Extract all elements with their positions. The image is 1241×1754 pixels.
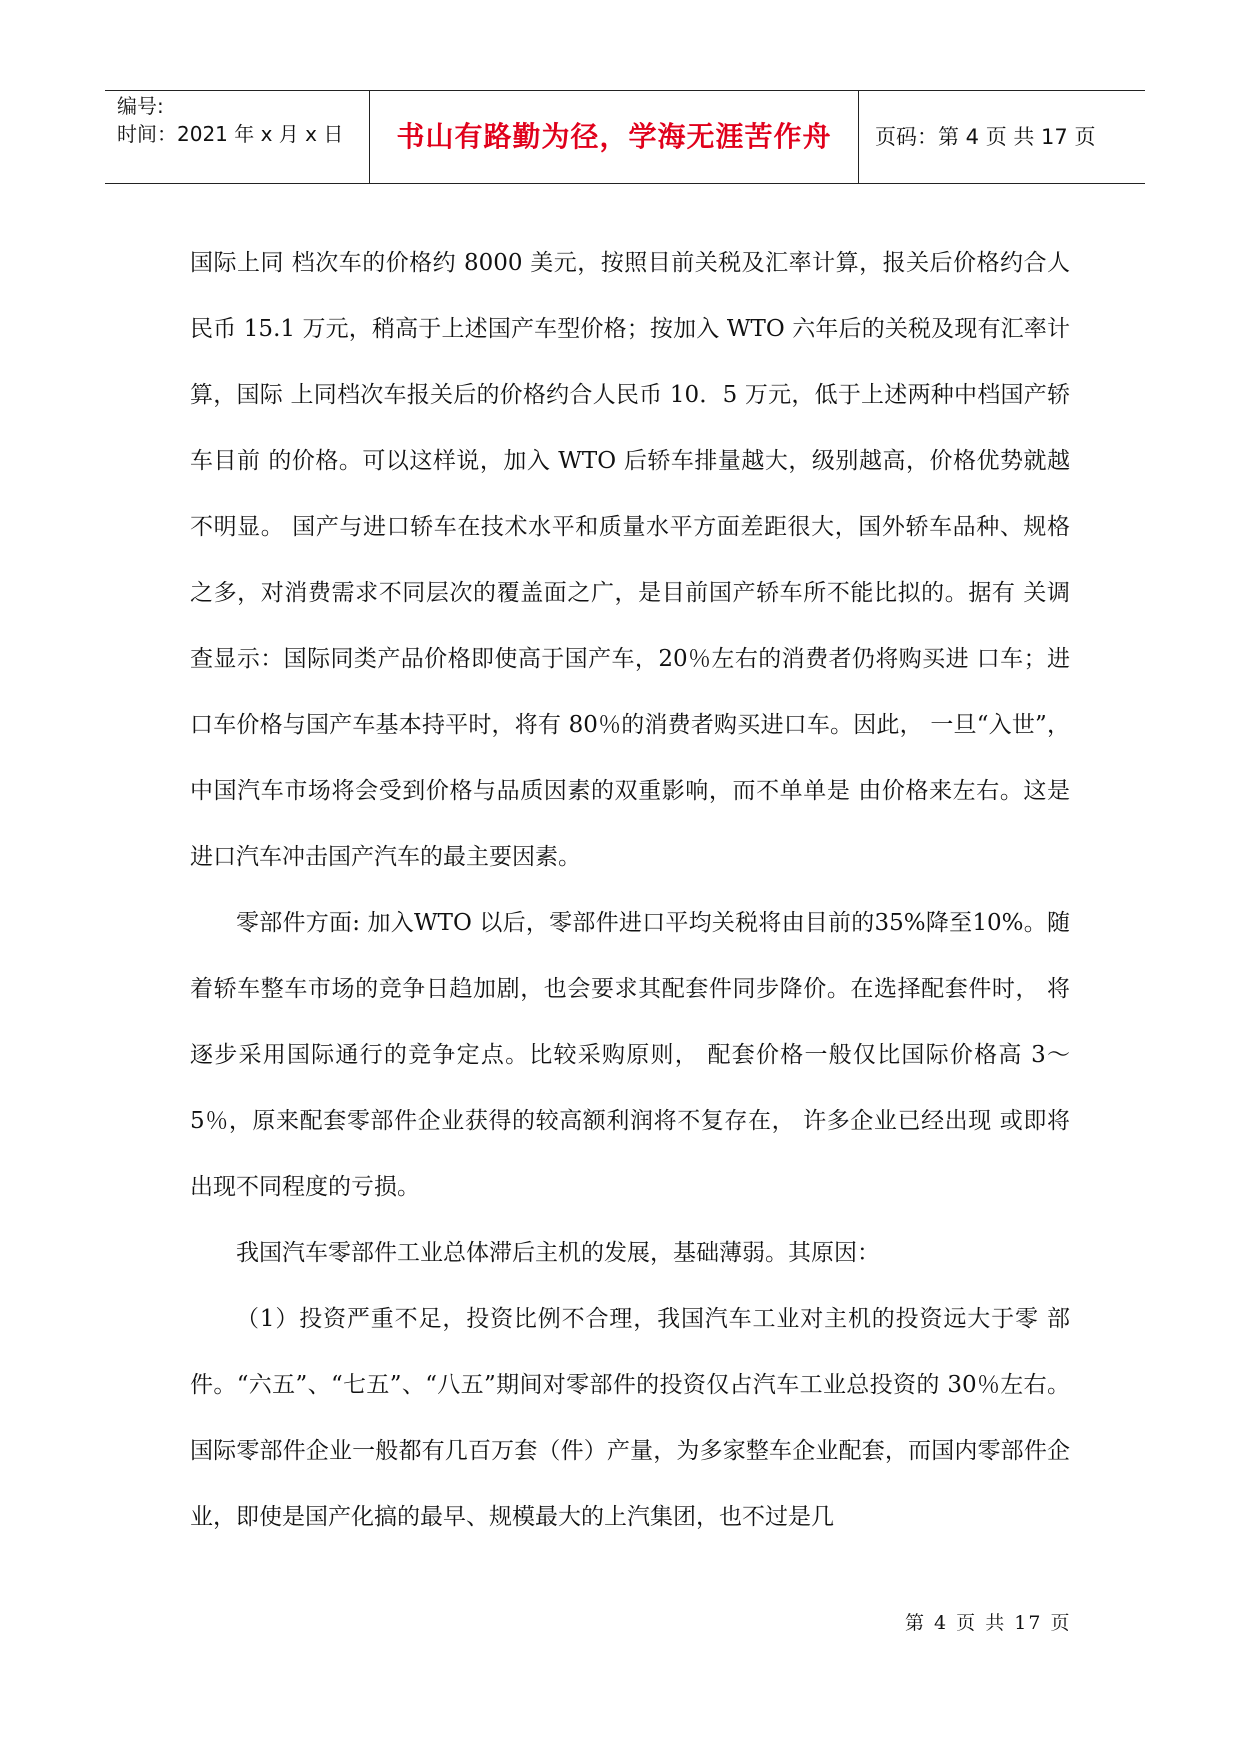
header-motto: 书山有路勤为径，学海无涯苦作舟 — [396, 120, 832, 153]
header-meta — [117, 91, 357, 183]
document-body — [190, 230, 1070, 1550]
header-divider — [858, 91, 859, 183]
page-footer: 第 4 页 共 17 页 — [905, 1612, 1072, 1634]
body-paragraph: 我国汽车零部件工业总体滞后主机的发展，基础薄弱。其原因： — [236, 1240, 880, 1266]
header-page-number: 页码：第 4 页 共 17 页 — [875, 125, 1096, 149]
body-paragraph: 国际上同 档次车的价格约 8000 美元，按照目前关税及汇率计算，报关后价格约合人民币 15.1 万元，稍高于上述国产车型价格；按加入 WTO 六年后的关税及现有汇率计算，国际 上同档次车报关后的价格约合人民币 10．5 万元，低于上述两种中档国产轿车目前 的价格。可以这样说，加入 WTO 后轿车排量越大，级别越高，价格优势就越不明显。 国产与进口轿车在技术水平和质量水平方面差距很大，国外轿车品种、规格 之多，对消费需求不同层次的覆盖面之广，是目前国产轿车所不能比拟的。据有 关调查显示：国际同类产品价格即使高于国产车，20％左右的消费者仍将购买进 口车；进口车价格与国产车基本持平时，将有 80％的消费者购买进口车。因此， 一旦“入世”，中国汽车市场将会受到价格与品质因素的双重影响，而不单单是 由价格来左右。这是进口汽车冲击国产汽车的最主要因素。 — [190, 250, 1070, 870]
body-paragraph: 零部件方面: 加入WTO 以后，零部件进口平均关税将由目前的35%降至10%。随 着轿车整车市场的竞争日趋加剧，也会要求其配套件同步降价。在选择配套件时， 将逐步采用国际通行的竞争定点。比较采购原则， 配套价格一般仅比国际价格高 3～5％，原来配套零部件企业获得的较高额利润将不复存在， 许多企业已经出现 或即将出现不同程度的亏损。 — [190, 910, 1070, 1200]
body-paragraph: （1）投资严重不足，投资比例不合理，我国汽车工业对主机的投资远大于零 部件。“六五”、“七五”、“八五”期间对零部件的投资仅占汽车工业总投资的 30％左右。国际零部件企业一般都有几百万套（件）产量，为多家整车企业配套，而国内零部件企业，即使是国产化搞的最早、规模最大的上汽集团，也不过是几 — [190, 1306, 1070, 1530]
document-time-label: 时间：2021 年 x 月 x 日 — [117, 122, 344, 146]
document-number-label: 编号: — [117, 94, 164, 118]
page-header — [105, 90, 1145, 184]
